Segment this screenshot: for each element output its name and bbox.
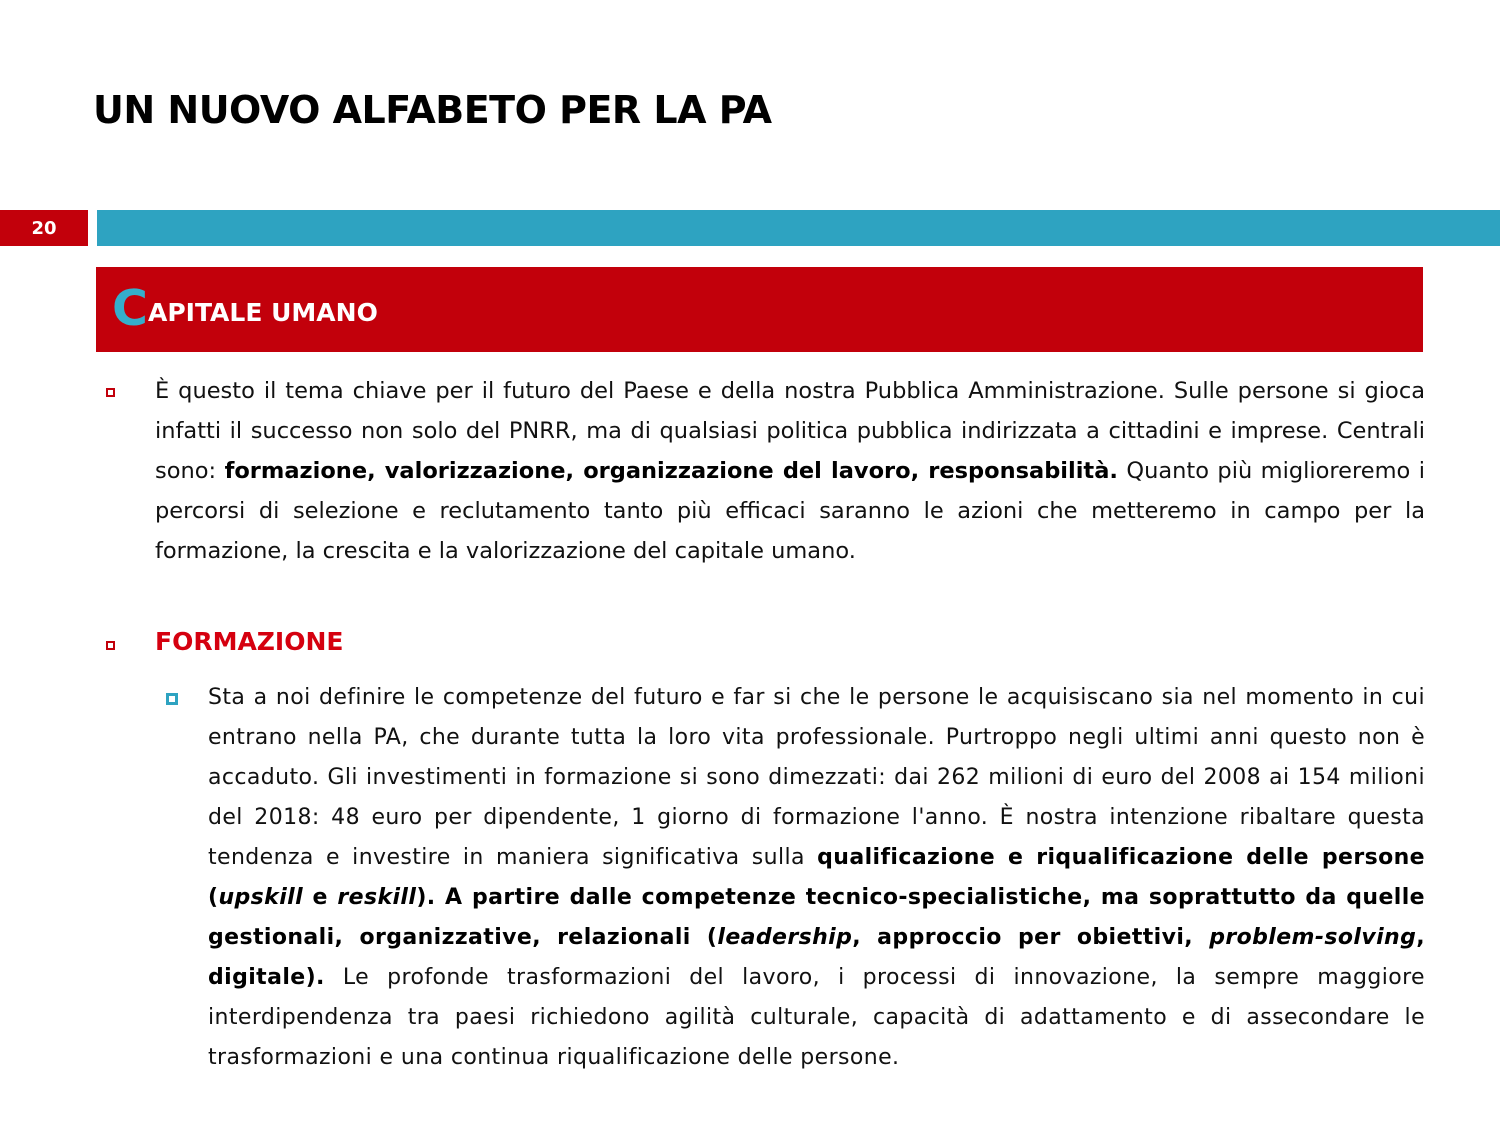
section-title-rest: APITALE UMANO bbox=[147, 298, 378, 327]
page-number bbox=[0, 210, 88, 246]
text-run: Sta a noi definire le competenze del futuro e far si che le persone le acquisiscano sia nel momento in cui entrano nella PA, che durante tutta la loro vita professionale. Purtroppo negli ultimi anni questo non è accaduto. Gli investimenti in formazione si sono dimezzati: dai 262 milioni di euro del 2008 ai 154 milioni del 2018: 48 euro per dipendente, 1 giorno di formazione l'anno. È nostra intenzione ribaltare questa tendenza e investire in maniera significativa sulla bbox=[208, 685, 1425, 870]
bold-run: , approccio per obiettivi, bbox=[852, 925, 1210, 950]
bullet-paragraph-capitale-umano bbox=[155, 371, 1425, 571]
hollow-square-bullet-icon bbox=[106, 641, 115, 650]
header-accent-bar bbox=[97, 210, 1500, 246]
bold-italic-run: reskill bbox=[337, 885, 417, 910]
section-title-initial: C bbox=[112, 280, 148, 337]
text-run: Quanto più miglioreremo i percorsi di selezione e reclutamento tanto più efficaci saranno le azioni che metteremo in campo per la formazione, la crescita e la valorizzazione del capitale umano. bbox=[155, 458, 1425, 564]
page-number-label: 20 bbox=[31, 217, 57, 239]
text-run: Le profonde trasformazioni del lavoro, i processi di innovazione, la sempre maggiore interdipendenza tra paesi richiedono agilità culturale, capacità di adattamento e di assecondare le trasformazioni e una continua riqualificazione delle persone. bbox=[208, 965, 1425, 1070]
hollow-square-bullet-icon bbox=[106, 388, 115, 397]
bold-italic-run: problem-solving bbox=[1209, 925, 1417, 950]
formazione-heading: FORMAZIONE bbox=[155, 627, 344, 656]
square-sub-bullet-icon bbox=[166, 693, 178, 705]
bold-italic-run: leadership bbox=[717, 925, 853, 950]
sub-bullet-paragraph-formazione bbox=[208, 678, 1425, 1078]
slide-title: UN NUOVO ALFABETO PER LA PA bbox=[93, 88, 772, 132]
bold-run: , digitale). bbox=[208, 925, 1426, 990]
text-run: È questo il tema chiave per il futuro del Paese e della nostra Pubblica Amministrazione. Sulle persone si gioca infatti il successo non solo del PNRR, ma di qualsiasi politica pubblica indirizzata a cittadini e imprese. Centrali sono: bbox=[155, 378, 1425, 484]
bold-run: formazione, valorizzazione, organizzazione del lavoro, responsabilità. bbox=[224, 458, 1118, 484]
bold-run: e bbox=[303, 885, 338, 910]
bold-run: qualificazione e riqualificazione delle persone ( bbox=[208, 845, 1425, 910]
section-title bbox=[112, 280, 378, 337]
bold-italic-run: upskill bbox=[218, 885, 304, 910]
bold-run: ). A partire dalle competenze tecnico-specialistiche, ma soprattutto da quelle gestionali, organizzative, relazionali ( bbox=[208, 885, 1425, 950]
